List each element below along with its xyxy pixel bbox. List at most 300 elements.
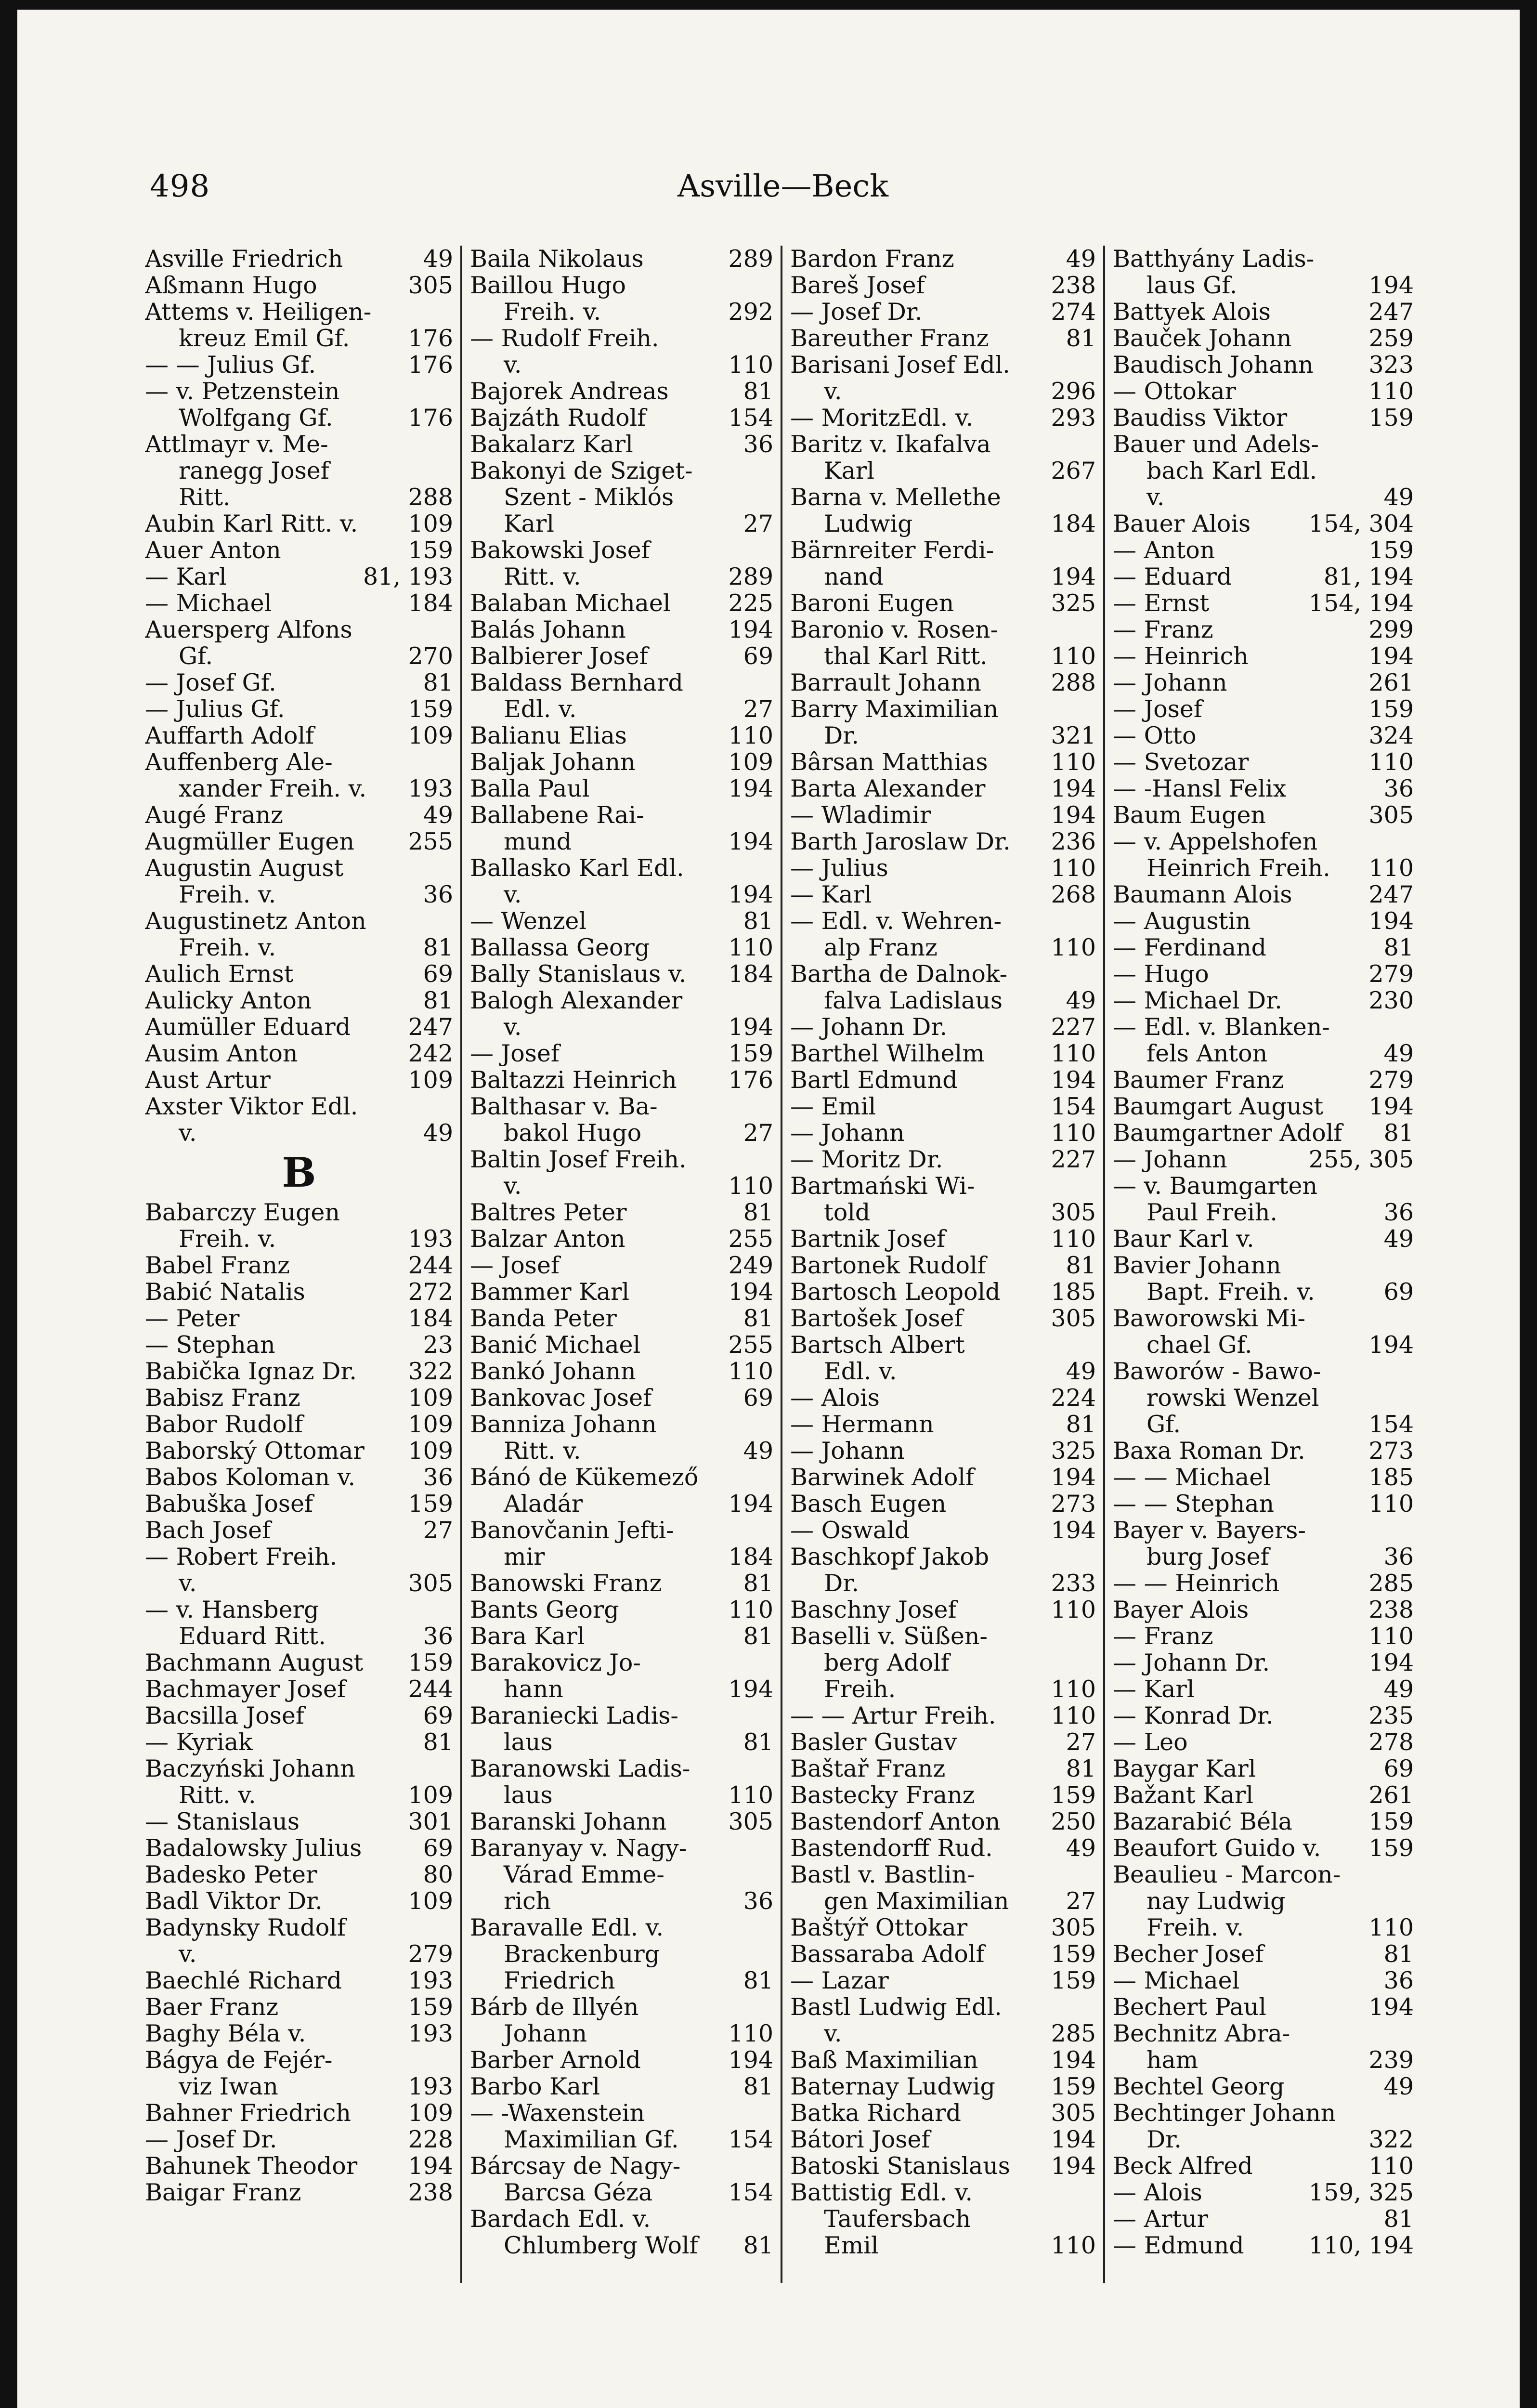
entry-pages: 110 (728, 1596, 773, 1623)
index-entry (1113, 510, 1414, 537)
index-entry (145, 590, 453, 616)
entry-name: Bauer und Adels- (1113, 431, 1319, 458)
index-entry (790, 1808, 1096, 1835)
entry-pages: 81 (1066, 325, 1096, 352)
entry-name: Bazarabić Béla (1113, 1808, 1292, 1835)
index-entry (145, 696, 453, 722)
entry-name: Wolfgang Gf. (179, 405, 333, 431)
entry-pages: 305 (1051, 1914, 1096, 1941)
index-entry (1113, 246, 1414, 272)
entry-name: Bárcsay de Nagy- (470, 2153, 681, 2179)
entry-pages: 228 (408, 2126, 453, 2153)
entry-pages: 299 (1368, 616, 1414, 643)
entry-name: — Svetozar (1113, 749, 1249, 775)
index-entry (470, 246, 773, 272)
entry-pages: 81 (743, 1728, 773, 1756)
index-entry (790, 643, 1096, 669)
index-entry (1113, 1967, 1414, 1994)
entry-name: Babel Franz (145, 1252, 290, 1279)
entry-pages: 193 (408, 2020, 453, 2047)
index-entry (1113, 616, 1414, 643)
index-entry (1113, 2020, 1414, 2047)
entry-pages: 110 (1051, 1225, 1096, 1253)
index-entry (790, 1040, 1096, 1067)
entry-pages: 176 (408, 404, 453, 432)
index-entry (790, 563, 1096, 590)
entry-pages: 247 (1368, 881, 1414, 908)
index-entry (145, 510, 453, 537)
index-entry (1113, 1597, 1414, 1623)
index-entry (470, 749, 773, 775)
entry-name: Bastendorff Rud. (790, 1835, 993, 1861)
entry-name: Bátori Josef (790, 2126, 930, 2153)
entry-name: ham (1146, 2047, 1198, 2073)
entry-name: — — Heinrich (1113, 1570, 1280, 1597)
index-entry (470, 1279, 773, 1305)
entry-pages: 194 (728, 775, 773, 802)
entry-pages: 322 (408, 1358, 453, 1385)
index-entry (1113, 1755, 1414, 1782)
entry-name: rowski Wenzel (1146, 1385, 1319, 1411)
index-entry (1113, 934, 1414, 961)
entry-pages: 159 (408, 1649, 453, 1676)
index-entry (145, 1252, 453, 1279)
entry-name: Baljak Johann (470, 749, 636, 775)
index-entry (790, 1279, 1096, 1305)
entry-pages: 36 (423, 1623, 453, 1650)
entry-name: Baltazzi Heinrich (470, 1067, 677, 1093)
index-entry (470, 1252, 773, 1279)
entry-name: Barcsa Géza (504, 2179, 653, 2206)
entry-name: Babić Natalis (145, 1279, 305, 1305)
entry-pages: 184 (728, 960, 773, 988)
entry-name: Baltres Peter (470, 1199, 627, 1226)
entry-pages: 261 (1368, 669, 1414, 696)
entry-pages: 193 (408, 1225, 453, 1253)
entry-pages: 49 (1383, 1225, 1414, 1253)
index-entry (145, 2073, 453, 2100)
entry-pages: 194 (408, 2152, 453, 2180)
entry-name: v. (504, 881, 522, 908)
entry-name: Baworowski Mi- (1113, 1305, 1306, 1332)
index-entry (145, 828, 453, 855)
entry-pages: 194 (728, 828, 773, 855)
index-entry (145, 934, 453, 961)
entry-name: laus Gf. (1146, 272, 1237, 299)
entry-name: Baschkopf Jakob (790, 1544, 990, 1570)
entry-pages: 110 (1368, 1623, 1414, 1650)
entry-name: Bayer Alois (1113, 1597, 1249, 1623)
entry-name: — v. Hansberg (145, 1597, 319, 1623)
entry-pages: 109 (408, 1066, 453, 1094)
index-entry (1113, 961, 1414, 987)
index-entry (1113, 1411, 1414, 1438)
entry-name: Augustin August (145, 855, 344, 881)
index-entry (145, 537, 453, 563)
entry-pages: 321 (1051, 722, 1096, 749)
index-entry (1113, 1358, 1414, 1385)
index-entry (1113, 802, 1414, 828)
index-entry (470, 2206, 773, 2232)
entry-name: — Edl. v. Wehren- (790, 908, 1002, 934)
entry-name: Barisani Josef Edl. (790, 352, 1010, 378)
entry-name: Dr. (824, 1570, 859, 1597)
entry-name: v. (504, 1014, 522, 1040)
index-entry (145, 1914, 453, 1941)
entry-name: Bach Josef (145, 1517, 271, 1544)
entry-name: xander Freih. v. (179, 775, 367, 802)
entry-name: Barwinek Adolf (790, 1464, 975, 1491)
entry-name: — Hermann (790, 1411, 934, 1438)
entry-name: v. (179, 1570, 197, 1597)
entry-pages: 27 (743, 510, 773, 537)
entry-name: — Artur (1113, 2206, 1209, 2232)
entry-name: fels Anton (1146, 1040, 1268, 1067)
index-entry (145, 1835, 453, 1861)
index-entry (790, 510, 1096, 537)
index-entry (790, 1623, 1096, 1649)
entry-pages: 154 (1051, 1093, 1096, 1120)
entry-pages: 278 (1368, 1728, 1414, 1756)
index-entry (145, 749, 453, 775)
entry-pages: 184 (408, 1305, 453, 1332)
index-entry (1113, 643, 1414, 669)
index-entry (1113, 299, 1414, 325)
entry-name: Baigar Franz (145, 2179, 301, 2206)
entry-pages: 305 (1051, 1305, 1096, 1332)
index-entry (145, 643, 453, 669)
entry-pages: 176 (728, 1066, 773, 1094)
index-entry (145, 272, 453, 299)
entry-name: Banowski Franz (470, 1570, 662, 1597)
entry-name: Bauer Alois (1113, 510, 1251, 537)
entry-name: Gf. (179, 643, 213, 669)
entry-name: — Ferdinand (1113, 934, 1267, 961)
entry-pages: 296 (1051, 378, 1096, 405)
entry-pages: 27 (1066, 1728, 1096, 1756)
entry-pages: 110 (1368, 1490, 1414, 1518)
entry-name: Baronio v. Rosen- (790, 616, 999, 643)
index-entry (790, 722, 1096, 749)
entry-pages: 159 (1368, 1834, 1414, 1862)
entry-pages: 193 (408, 775, 453, 802)
index-entry (1113, 1861, 1414, 1888)
entry-name: Bechtinger Johann (1113, 2100, 1336, 2126)
entry-pages: 194 (1368, 642, 1414, 670)
index-entry (470, 1093, 773, 1120)
entry-name: falva Ladislaus (824, 987, 1003, 1014)
entry-name: Axster Viktor Edl. (145, 1093, 358, 1120)
entry-pages: 154, 304 (1308, 510, 1414, 537)
entry-name: Bahner Friedrich (145, 2100, 351, 2126)
index-entry (145, 1014, 453, 1040)
index-entry (145, 299, 453, 325)
entry-pages: 194 (1051, 775, 1096, 802)
index-entry (1113, 1093, 1414, 1120)
entry-name: — -Waxenstein (470, 2100, 645, 2126)
entry-name: Barthel Wilhelm (790, 1040, 985, 1067)
index-entry (145, 1782, 453, 1808)
index-entry (790, 1358, 1096, 1385)
entry-name: — Josef Dr. (790, 299, 923, 325)
index-entry (1113, 1226, 1414, 1252)
entry-name: Baumann Alois (1113, 881, 1292, 908)
entry-name: nand (824, 563, 884, 590)
entry-pages: 230 (1368, 987, 1414, 1014)
entry-name: — Ottokar (1113, 378, 1236, 405)
entry-name: Baumgart August (1113, 1093, 1324, 1120)
entry-name: Baghy Béla v. (145, 2020, 306, 2047)
index-entry (790, 2153, 1096, 2179)
index-entry (470, 458, 773, 484)
entry-name: Baxa Roman Dr. (1113, 1438, 1305, 1464)
entry-pages: 110 (1051, 748, 1096, 776)
entry-name: — Michael (145, 590, 272, 616)
entry-pages: 185 (1051, 1278, 1096, 1306)
index-entry (790, 405, 1096, 431)
entry-pages: 236 (1051, 828, 1096, 855)
entry-name: Batoski Stanislaus (790, 2153, 1010, 2179)
entry-pages: 288 (1051, 669, 1096, 696)
index-entry (790, 1729, 1096, 1755)
index-entry (1113, 1040, 1414, 1067)
entry-pages: 110 (728, 351, 773, 379)
index-entry (145, 1967, 453, 1994)
entry-pages: 184 (1051, 510, 1096, 537)
index-entry (145, 1332, 453, 1358)
entry-pages: 323 (1368, 351, 1414, 379)
running-title: Asville—Beck (677, 169, 889, 204)
index-entry (790, 2073, 1096, 2100)
entry-pages: 235 (1368, 1702, 1414, 1729)
index-entry (470, 1649, 773, 1676)
index-entry (145, 616, 453, 643)
index-entry (790, 2206, 1096, 2232)
index-entry (1113, 1067, 1414, 1093)
index-entry (790, 325, 1096, 352)
index-entry (145, 802, 453, 828)
index-entry (470, 1544, 773, 1570)
entry-pages: 159 (1368, 404, 1414, 432)
index-entry (145, 1994, 453, 2020)
entry-name: Barbo Karl (470, 2073, 600, 2100)
entry-pages: 110 (1051, 854, 1096, 882)
index-entry (470, 590, 773, 616)
entry-pages: 49 (1383, 1040, 1414, 1067)
entry-name: Baumer Franz (1113, 1067, 1284, 1093)
entry-pages: 110 (1051, 642, 1096, 670)
index-entry (1113, 908, 1414, 934)
entry-name: Batthyány Ladis- (1113, 246, 1315, 272)
entry-pages: 110 (728, 1358, 773, 1385)
entry-name: — Heinrich (1113, 643, 1249, 669)
entry-pages: 194 (728, 1278, 773, 1306)
index-entry (790, 352, 1096, 378)
entry-name: Bara Karl (470, 1623, 585, 1649)
entry-pages: 194 (1051, 1517, 1096, 1544)
entry-name: Ballassa Georg (470, 934, 650, 961)
index-entry (470, 669, 773, 696)
index-entry (1113, 1941, 1414, 1967)
entry-name: Eduard Ritt. (179, 1623, 326, 1649)
entry-name: Baila Nikolaus (470, 246, 644, 272)
index-entry (790, 1146, 1096, 1173)
entry-pages: 109 (408, 510, 453, 537)
entry-pages: 194 (1368, 1649, 1414, 1676)
entry-name: gen Maximilian (824, 1888, 1009, 1914)
entry-name: v. (179, 1941, 197, 1967)
entry-pages: 110 (1051, 1675, 1096, 1703)
index-entry (1113, 1491, 1414, 1517)
entry-name: — Konrad Dr. (1113, 1702, 1274, 1729)
entry-name: Babor Rudolf (145, 1411, 303, 1438)
entry-name: Beaulieu - Marcon- (1113, 1861, 1341, 1888)
entry-name: berg Adolf (824, 1649, 950, 1676)
entry-name: Baborský Ottomar (145, 1438, 365, 1464)
entry-name: Bastendorf Anton (790, 1808, 1001, 1835)
index-entry (1113, 2100, 1414, 2126)
entry-pages: 194 (1368, 907, 1414, 935)
entry-name: Auersperg Alfons (145, 616, 352, 643)
entry-pages: 69 (1383, 1278, 1414, 1306)
index-entry (145, 563, 453, 590)
entry-pages: 81 (1383, 1119, 1414, 1147)
section-letter: B (282, 1149, 316, 1196)
index-entry (790, 908, 1096, 934)
entry-pages: 194 (728, 616, 773, 643)
index-entry (145, 1358, 453, 1385)
entry-name: Asville Friedrich (145, 246, 343, 272)
entry-name: Baravalle Edl. v. (470, 1914, 664, 1941)
index-entry (145, 1941, 453, 1967)
index-entry (145, 1888, 453, 1914)
entry-name: Gf. (1146, 1411, 1181, 1438)
entry-name: Baß Maximilian (790, 2047, 978, 2073)
index-entry (790, 1755, 1096, 1782)
index-entry (790, 1676, 1096, 1702)
entry-name: Brackenburg (504, 1941, 660, 1967)
entry-pages: 227 (1051, 1013, 1096, 1041)
entry-name: Bechtel Georg (1113, 2073, 1285, 2100)
index-entry (470, 1597, 773, 1623)
index-entry (1113, 1120, 1414, 1146)
index-entry (145, 2153, 453, 2179)
index-entry (470, 1808, 773, 1835)
entry-pages: 225 (728, 589, 773, 617)
entry-name: Freih. v. (179, 934, 276, 961)
entry-name: — Michael Dr. (1113, 987, 1282, 1014)
index-entry (470, 1914, 773, 1941)
index-entry (470, 1385, 773, 1411)
entry-pages: 238 (1051, 272, 1096, 299)
entry-name: Bartha de Dalnok- (790, 961, 1008, 987)
index-entry (790, 1173, 1096, 1199)
index-entry (470, 299, 773, 325)
entry-name: — Emil (790, 1093, 876, 1120)
entry-name: Attems v. Heiligen- (145, 299, 372, 325)
index-entry (790, 2020, 1096, 2047)
index-entry (145, 1649, 453, 1676)
entry-pages: 238 (1368, 1596, 1414, 1623)
index-entry (1113, 987, 1414, 1014)
index-entry (145, 405, 453, 431)
index-entry (790, 1570, 1096, 1597)
entry-name: — Lazar (790, 1967, 889, 1994)
index-entry (790, 881, 1096, 908)
entry-pages: 110 (1368, 1914, 1414, 1941)
entry-name: Baltin Josef Freih. (470, 1146, 687, 1173)
entry-name: Ritt. v. (179, 1782, 256, 1808)
entry-name: Bechnitz Abra- (1113, 2020, 1290, 2047)
index-entry (790, 1835, 1096, 1861)
index-entry (1113, 722, 1414, 749)
index-entry (145, 1729, 453, 1755)
entry-name: — -Hansl Felix (1113, 775, 1287, 802)
entry-pages: 279 (408, 1940, 453, 1968)
entry-pages: 110 (1051, 1040, 1096, 1067)
index-entry (1113, 1173, 1414, 1199)
entry-name: Bauček Johann (1113, 325, 1292, 352)
index-entry (1113, 2179, 1414, 2206)
index-entry (1113, 1570, 1414, 1597)
entry-pages: 193 (408, 2073, 453, 2100)
index-entry (145, 484, 453, 510)
entry-name: Baum Eugen (1113, 802, 1266, 828)
entry-pages: 69 (423, 960, 453, 988)
index-entry (790, 669, 1096, 696)
index-entry (145, 2020, 453, 2047)
entry-pages: 194 (728, 1013, 773, 1041)
entry-name: Barry Maximilian (790, 696, 999, 722)
entry-pages: 81 (743, 1305, 773, 1332)
index-entry (145, 352, 453, 378)
entry-name: Balaban Michael (470, 590, 671, 616)
entry-pages: 159 (1051, 2073, 1096, 2100)
index-entry (1113, 405, 1414, 431)
entry-pages: 49 (1066, 1358, 1096, 1385)
entry-name: — Josef (1113, 696, 1202, 722)
index-entry (790, 802, 1096, 828)
entry-pages: 176 (408, 351, 453, 379)
index-column-1 (145, 246, 453, 2283)
entry-name: Aßmann Hugo (145, 272, 317, 299)
index-entry (145, 1067, 453, 1093)
index-entry (470, 1332, 773, 1358)
entry-pages: 81 (743, 907, 773, 935)
index-entry (1113, 1332, 1414, 1358)
entry-name: — Robert Freih. (145, 1544, 338, 1570)
index-entry (790, 458, 1096, 484)
entry-name: Barna v. Mellethe (790, 484, 1001, 510)
entry-pages: 159 (408, 537, 453, 564)
index-entry (1113, 1914, 1414, 1941)
entry-pages: 81 (423, 669, 453, 696)
index-entry (790, 1199, 1096, 1226)
entry-name: Bajorek Andreas (470, 378, 669, 405)
index-entry (470, 2232, 773, 2259)
index-entry (790, 2179, 1096, 2206)
entry-pages: 305 (1368, 801, 1414, 829)
entry-name: Barta Alexander (790, 775, 986, 802)
entry-pages: 49 (423, 801, 453, 829)
index-entry (1113, 1014, 1414, 1040)
index-entry (1113, 2047, 1414, 2073)
entry-name: Bakalarz Karl (470, 431, 633, 458)
index-entry (790, 299, 1096, 325)
index-entry (470, 537, 773, 563)
entry-name: Bachmayer Josef (145, 1676, 346, 1702)
entry-name: viz Iwan (179, 2073, 278, 2100)
